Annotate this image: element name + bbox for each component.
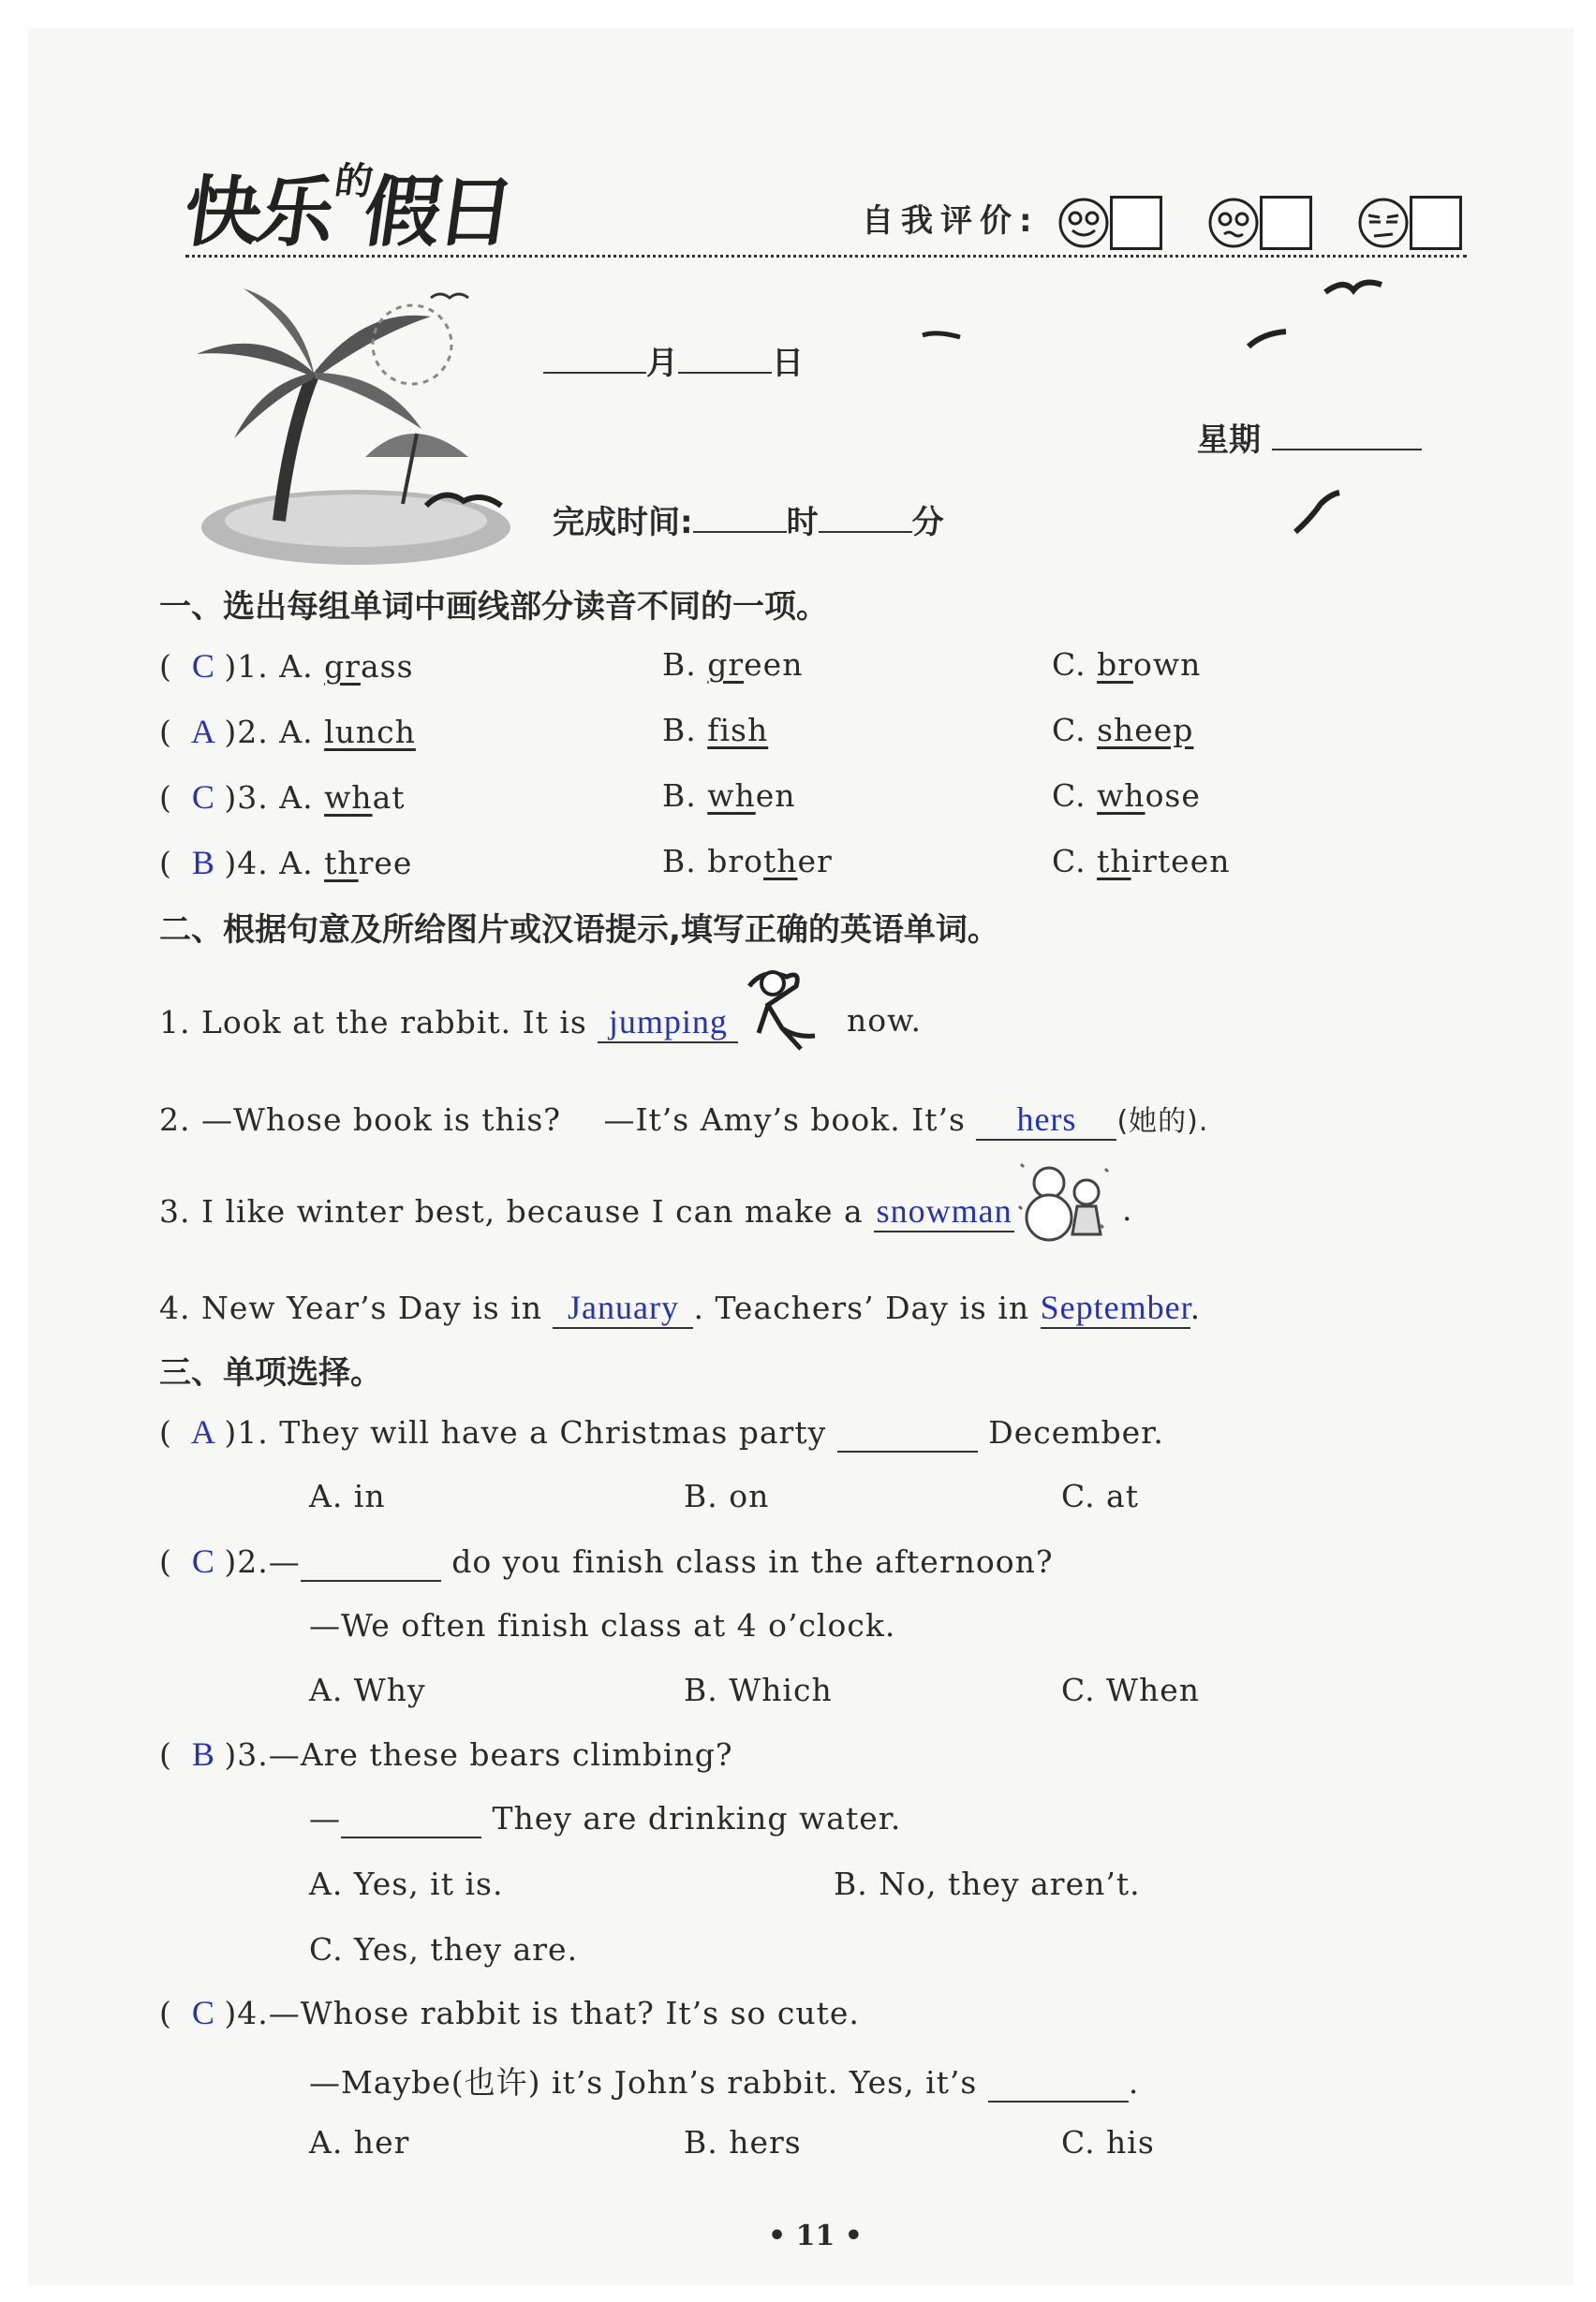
unhappy-face-icon [1357, 197, 1410, 249]
section3-title: 三、单项选择。 [159, 1354, 382, 1392]
logo-rest: 假日 [358, 169, 517, 258]
snowman-icon [1012, 1150, 1115, 1244]
s3-q2-option-a[interactable]: A. Why [309, 1672, 426, 1708]
s1-item-3: ( C )3. A. what [159, 778, 406, 816]
s1-item-4: ( B )4. A. three [159, 844, 413, 881]
s3-q4-reply: —Maybe(也许) it’s John’s rabbit. Yes, it’s . [309, 2064, 1140, 2101]
s3-question-2: ( C )2.— do you finish class in the afternoon? [159, 1542, 1054, 1580]
paren: ( [159, 648, 184, 685]
s2-q4-answer-1[interactable]: January [553, 1288, 693, 1329]
s1-item-4-b: B. brother [662, 843, 833, 879]
item-number: )4. [224, 845, 269, 881]
s2-q3-answer[interactable]: snowman [874, 1191, 1014, 1232]
happy-face-icon [1057, 197, 1110, 249]
item-number: )3. [224, 779, 269, 816]
s3-q3-option-a[interactable]: A. Yes, it is. [309, 1866, 504, 1902]
weekday-label: 星期 [1197, 421, 1261, 459]
hour-blank[interactable] [693, 531, 787, 533]
s1-item-2-c: C. sheep [1052, 712, 1194, 748]
header-divider [185, 255, 1467, 258]
s1-item-4-c: C. thirteen [1052, 843, 1231, 879]
answer: C [191, 778, 215, 816]
bird-icon [421, 487, 506, 515]
happy-checkbox[interactable] [1110, 196, 1162, 250]
month-label: 月 [646, 345, 678, 382]
s2-q3-post: . [1122, 1191, 1133, 1228]
s3-q1-option-c[interactable]: C. at [1061, 1478, 1139, 1514]
weekday-line [1197, 414, 1422, 460]
date-line [543, 337, 804, 383]
s2-q4-answer-2[interactable]: September [1041, 1288, 1190, 1329]
day-blank[interactable] [678, 372, 772, 374]
minute-label: 分 [911, 504, 944, 541]
palm-island-illustration [187, 270, 525, 569]
s1-item-3-b: B. when [662, 777, 796, 814]
s3-q2-reply: —We often finish class at 4 o’clock. [309, 1607, 896, 1644]
answer: C [191, 647, 215, 685]
s3-q2-option-c[interactable]: C. When [1061, 1672, 1201, 1708]
s1-item-2-b: B. fish [662, 712, 769, 748]
s2-q2-answer[interactable]: hers [976, 1099, 1116, 1141]
bird-icon [918, 326, 965, 345]
section2-title: 二、根据句意及所给图片或汉语提示,填写正确的英语单词。 [159, 911, 999, 949]
logo-title [178, 152, 519, 261]
s2-question-1: 1. Look at the rabbit. It is jumping [159, 1002, 738, 1043]
paren: ( [159, 714, 184, 750]
s3-question-4: ( C )4.—Whose rabbit is that? It’s so cute. [159, 1994, 860, 2031]
s2-question-3: 3. I like winter best, because I can make a snowman [159, 1191, 1014, 1232]
weekday-blank[interactable] [1272, 449, 1422, 450]
s2-question-2: 2. —Whose book is this? —It’s Amy’s book. It’s hers (她的). [159, 1096, 1208, 1141]
section1-title: 一、选出每组单词中画线部分读音不同的一项。 [159, 588, 828, 626]
answer: A [190, 1413, 216, 1451]
s3-q3-option-c[interactable]: C. Yes, they are. [309, 1931, 579, 1968]
unhappy-checkbox[interactable] [1410, 196, 1462, 250]
s3-q3-blank[interactable] [341, 1800, 481, 1838]
logo-small: 的 [332, 160, 372, 203]
s3-q3-reply: — They are drinking water. [309, 1800, 902, 1837]
answer: C [191, 1994, 215, 2031]
day-label: 日 [772, 345, 804, 382]
month-blank[interactable] [543, 372, 646, 374]
minute-blank[interactable] [819, 531, 912, 533]
neutral-face-icon [1207, 197, 1260, 249]
finish-time-line [553, 496, 944, 542]
item-number: )1. [224, 648, 269, 685]
s3-q4-blank[interactable] [988, 2064, 1129, 2103]
s3-q1-blank[interactable] [837, 1414, 978, 1453]
neutral-checkbox[interactable] [1260, 196, 1312, 250]
s3-q2-blank[interactable] [301, 1543, 441, 1582]
s3-q1-option-a[interactable]: A. in [309, 1478, 386, 1514]
hour-label: 时 [786, 504, 819, 541]
paren: ( [159, 779, 184, 816]
item-number: )2. [224, 714, 269, 750]
worksheet-page [28, 28, 1574, 2285]
logo-main: 快乐 [178, 169, 337, 258]
s3-q4-option-b[interactable]: B. hers [684, 2124, 802, 2161]
page-number: • 11 • [768, 2220, 863, 2252]
s3-q4-option-c[interactable]: C. his [1061, 2124, 1155, 2161]
s1-item-1-c: C. brown [1052, 646, 1202, 683]
paren: ( [159, 845, 184, 881]
answer: C [191, 1542, 215, 1580]
self-evaluation [862, 195, 1488, 250]
s1-item-3-c: C. whose [1052, 777, 1201, 814]
bird-icon [1321, 273, 1386, 302]
s3-question-1: ( A )1. They will have a Christmas party December. [159, 1413, 1164, 1451]
answer: A [190, 713, 216, 750]
s1-item-1 [159, 646, 414, 686]
s3-question-3: ( B )3.—Are these bears climbing? [159, 1735, 733, 1773]
bird-icon [1288, 485, 1344, 541]
option-a: A. grass [279, 648, 414, 685]
s3-q1-option-b[interactable]: B. on [684, 1478, 770, 1514]
bird-icon [1244, 326, 1291, 352]
s1-item-2: ( A )2. A. lunch [159, 713, 416, 750]
answer: B [191, 1735, 215, 1773]
s2-q1-post: now. [847, 1002, 922, 1039]
s3-q2-option-b[interactable]: B. Which [684, 1672, 833, 1708]
s1-item-1-b: B. green [662, 646, 804, 683]
answer: B [191, 844, 215, 881]
s2-q1-answer[interactable]: jumping [598, 1002, 738, 1043]
s3-q3-option-b[interactable]: B. No, they aren’t. [834, 1866, 1141, 1902]
finish-time-label: 完成时间: [553, 504, 693, 541]
jumping-rabbit-icon [731, 963, 834, 1056]
s3-q4-option-a[interactable]: A. her [309, 2124, 410, 2161]
s2-question-4: 4. New Year’s Day is in January . Teachers’ Day is in September. [159, 1288, 1201, 1329]
self-eval-label: 自我评价: [862, 202, 1040, 240]
